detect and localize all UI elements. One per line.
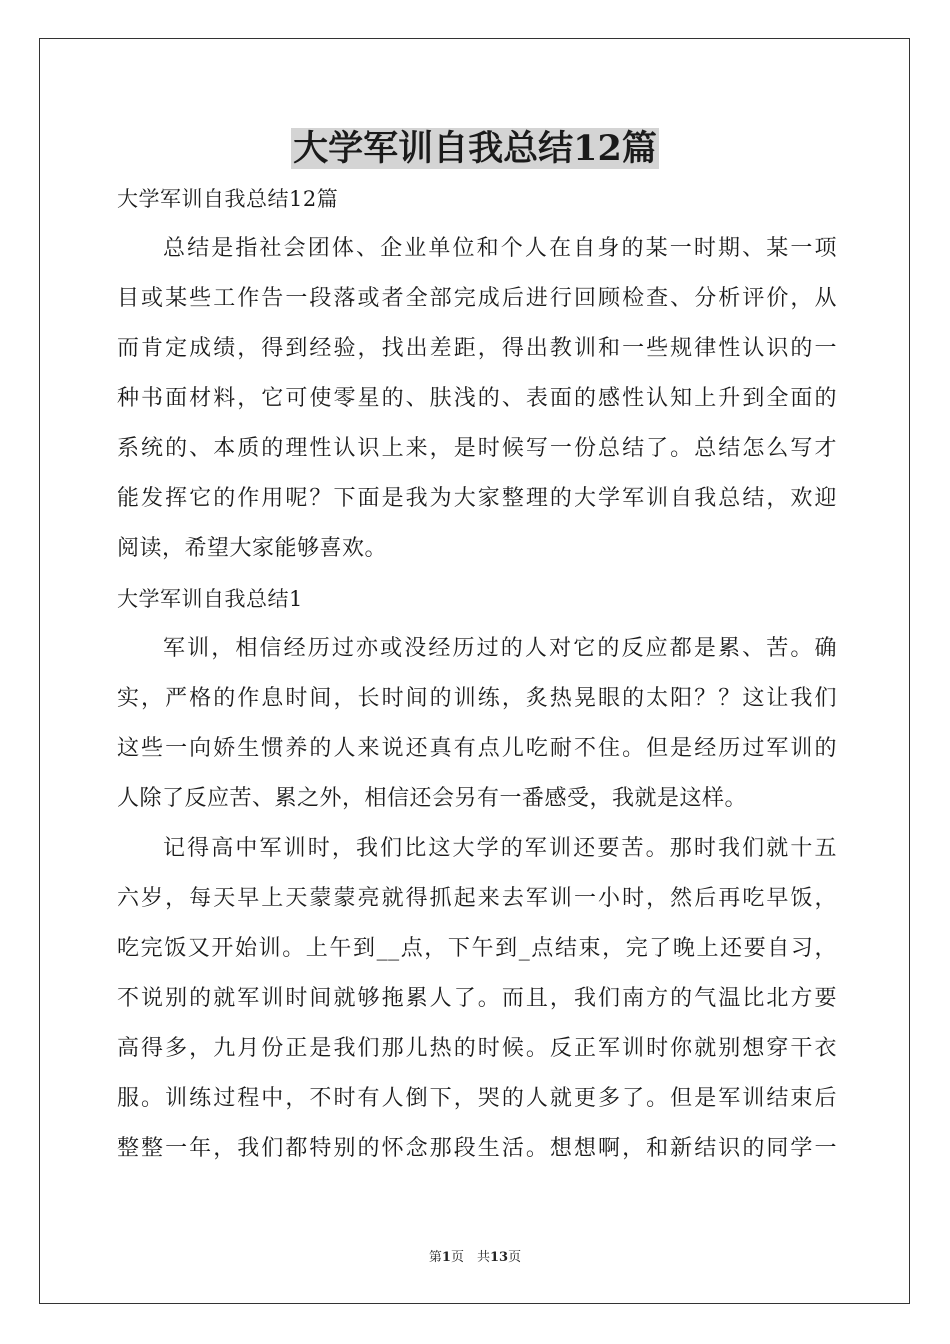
page-footer bbox=[0, 1246, 950, 1265]
paragraph-2-line: 不说别的就军训时间就够拖累人了。而且，我们南方的气温比北方要 bbox=[117, 986, 837, 1011]
paragraph-2-line: 记得高中军训时，我们比这大学的军训还要苦。那时我们就十五 bbox=[163, 836, 837, 861]
footer-total-pages: 13 bbox=[489, 1250, 509, 1265]
footer-middle: 页 共 bbox=[450, 1250, 490, 1265]
footer-prefix: 第 bbox=[428, 1250, 442, 1265]
paragraph-2-line: 整整一年，我们都特别的怀念那段生活。想想啊，和新结识的同学一 bbox=[117, 1136, 837, 1161]
paragraph-intro-line: 而肯定成绩，得到经验，找出差距，得出教训和一些规律性认识的一 bbox=[117, 336, 837, 361]
document-title-text: 大学军训自我总结12篇 bbox=[293, 128, 657, 169]
paragraph-1-line: 实，严格的作息时间，长时间的训练，炙热晃眼的太阳？？这让我们 bbox=[117, 686, 837, 711]
footer-page-number: 1 bbox=[441, 1250, 451, 1265]
section-heading: 大学军训自我总结1 bbox=[117, 587, 303, 611]
paragraph-intro-line: 阅读，希望大家能够喜欢。 bbox=[117, 536, 388, 561]
paragraph-1-line: 这些一向娇生惯养的人来说还真有点儿吃耐不住。但是经历过军训的 bbox=[117, 736, 837, 761]
paragraph-2-line: 服。训练过程中，不时有人倒下，哭的人就更多了。但是军训结束后 bbox=[117, 1086, 837, 1111]
paragraph-intro-line: 目或某些工作告一段落或者全部完成后进行回顾检查、分析评价，从 bbox=[117, 286, 837, 311]
document-body bbox=[117, 174, 837, 1174]
paragraph-intro-line: 能发挥它的作用呢？下面是我为大家整理的大学军训自我总结，欢迎 bbox=[117, 486, 837, 511]
document-title bbox=[0, 126, 950, 172]
paragraph-2-line: 高得多，九月份正是我们那儿热的时候。反正军训时你就别想穿干衣 bbox=[117, 1036, 837, 1061]
paragraph-intro-line: 系统的、本质的理性认识上来，是时候写一份总结了。总结怎么写才 bbox=[117, 436, 837, 461]
paragraph-1-line: 人除了反应苦、累之外，相信还会另有一番感受，我就是这样。 bbox=[117, 786, 748, 811]
paragraph-intro-line: 总结是指社会团体、企业单位和个人在自身的某一时期、某一项 bbox=[163, 236, 837, 261]
paragraph-1-line: 军训，相信经历过亦或没经历过的人对它的反应都是累、苦。确 bbox=[163, 636, 837, 661]
paragraph-2-line: 吃完饭又开始训。上午到__点，下午到_点结束，完了晚上还要自习， bbox=[117, 936, 837, 961]
paragraph-2-line: 六岁，每天早上天蒙蒙亮就得抓起来去军训一小时，然后再吃早饭， bbox=[117, 886, 837, 911]
paragraph-intro-line: 种书面材料，它可使零星的、肤浅的、表面的感性认知上升到全面的 bbox=[117, 386, 837, 411]
footer-suffix: 页 bbox=[508, 1250, 522, 1265]
subtitle-line: 大学军训自我总结12篇 bbox=[117, 187, 339, 211]
